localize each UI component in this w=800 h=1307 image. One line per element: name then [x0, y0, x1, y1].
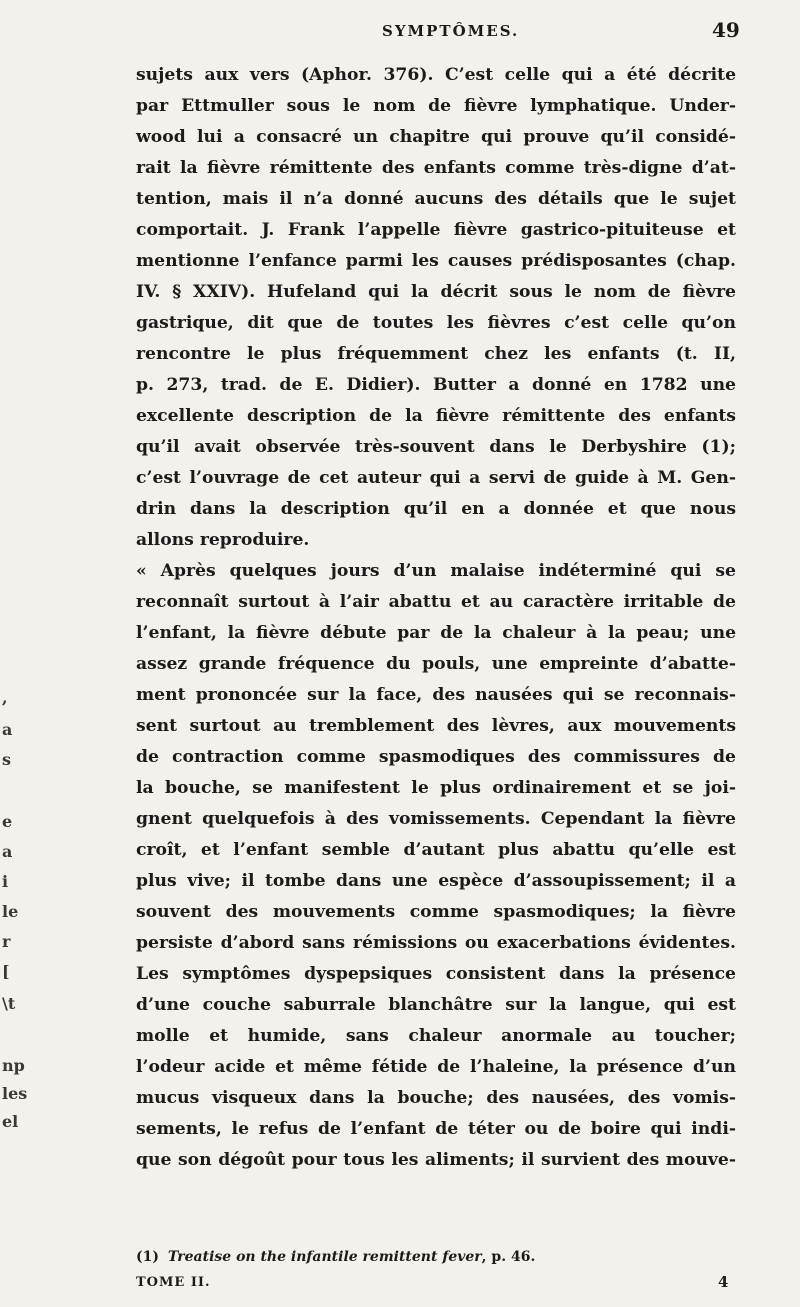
bleed-char: r	[2, 932, 11, 951]
signature-mark: 4	[718, 1273, 729, 1291]
text-line: l’odeur acide et même fétide de l’haleine, la présence d’un	[136, 1057, 736, 1077]
text-line: wood lui a consacré un chapitre qui prouve qu’il considé-	[136, 127, 736, 147]
bleed-char: np	[2, 1056, 25, 1075]
bleed-char: s	[2, 750, 12, 769]
text-line: drin dans la description qu’il en a donnée et que nous	[136, 499, 736, 519]
text-line: p. 273, trad. de E. Didier). Butter a donné en 1782 une	[136, 375, 736, 395]
text-line: qu’il avait observée très-souvent dans le Derbyshire (1);	[136, 437, 736, 457]
text-line: croît, et l’enfant semble d’autant plus abattu qu’elle est	[136, 840, 736, 860]
bleed-char: i	[2, 872, 9, 891]
text-line: allons reproduire.	[136, 530, 310, 550]
running-title: SYMPTÔMES.	[382, 22, 520, 40]
bleed-char: le	[2, 902, 19, 921]
text-line: gnent quelquefois à des vomissements. Cependant la fièvre	[136, 809, 736, 829]
text-line: de contraction comme spasmodiques des commissures de	[136, 747, 736, 767]
bleed-char: a	[2, 720, 13, 739]
text-line: sements, le refus de l’enfant de téter ou de boire qui indi-	[136, 1119, 736, 1139]
running-head	[0, 18, 800, 48]
text-line: sujets aux vers (Aphor. 376). C’est celle qui a été décrite	[136, 65, 736, 85]
bleed-char: el	[2, 1112, 19, 1131]
text-line: ment prononcée sur la face, des nausées qui se reconnais-	[136, 685, 736, 705]
text-line: assez grande fréquence du pouls, une empreinte d’abatte-	[136, 654, 736, 674]
bleed-char: [	[2, 962, 10, 981]
left-margin-bleed-through	[0, 0, 40, 1307]
text-line: plus vive; il tombe dans une espèce d’assoupissement; il a	[136, 871, 736, 891]
text-line: la bouche, se manifestent le plus ordinairement et se joi-	[136, 778, 736, 798]
text-line: l’enfant, la fièvre débute par de la chaleur à la peau; une	[136, 623, 736, 643]
printer-signature	[136, 1275, 736, 1295]
text-line: reconnaît surtout à l’air abattu et au caractère irritable de	[136, 592, 736, 612]
text-line: IV. § XXIV). Hufeland qui la décrit sous le nom de fièvre	[136, 282, 736, 302]
text-line: persiste d’abord sans rémissions ou exacerbations évidentes.	[136, 933, 736, 953]
text-line: tention, mais il n’a donné aucuns des détails que le sujet	[136, 189, 736, 209]
text-line: mucus visqueux dans la bouche; des nausées, des vomis-	[136, 1088, 736, 1108]
bleed-char: a	[2, 842, 13, 861]
bleed-char: les	[2, 1084, 28, 1103]
volume-label: TOME II.	[136, 1275, 211, 1290]
text-line: c’est l’ouvrage de cet auteur qui a servi de guide à M. Gen-	[136, 468, 736, 488]
text-line: gastrique, dit que de toutes les fièvres c’est celle qu’on	[136, 313, 736, 333]
text-line: comportait. J. Frank l’appelle fièvre gastrico-pituiteuse et	[136, 220, 736, 240]
footnote-title: Treatise on the infantile remittent fever	[167, 1249, 482, 1265]
text-line: sent surtout au tremblement des lèvres, aux mouvements	[136, 716, 736, 736]
text-line: molle et humide, sans chaleur anormale au toucher;	[136, 1026, 736, 1046]
text-line: d’une couche saburrale blanchâtre sur la langue, qui est	[136, 995, 736, 1015]
text-line: mentionne l’enfance parmi les causes prédisposantes (chap.	[136, 251, 736, 271]
bleed-char: \t	[2, 994, 16, 1013]
bleed-char: ,	[2, 688, 8, 707]
footnote	[136, 1249, 736, 1265]
text-line: excellente description de la fièvre rémittente des enfants	[136, 406, 736, 426]
text-line: que son dégoût pour tous les aliments; il survient des mouve-	[136, 1150, 736, 1170]
footnote-marker: (1)	[136, 1249, 159, 1265]
text-line: par Ettmuller sous le nom de fièvre lymphatique. Under-	[136, 96, 736, 116]
bleed-char: e	[2, 812, 13, 831]
text-line: souvent des mouvements comme spasmodiques; la fièvre	[136, 902, 736, 922]
text-line: « Après quelques jours d’un malaise indéterminé qui se	[136, 561, 736, 581]
text-line: Les symptômes dyspepsiques consistent dans la présence	[136, 964, 736, 984]
text-line: rait la fièvre rémittente des enfants comme très-digne d’at-	[136, 158, 736, 178]
text-line: rencontre le plus fréquemment chez les enfants (t. II,	[136, 344, 736, 364]
page-number: 49	[712, 18, 740, 42]
footnote-reference: , p. 46.	[481, 1249, 536, 1265]
body-text	[136, 60, 736, 1176]
